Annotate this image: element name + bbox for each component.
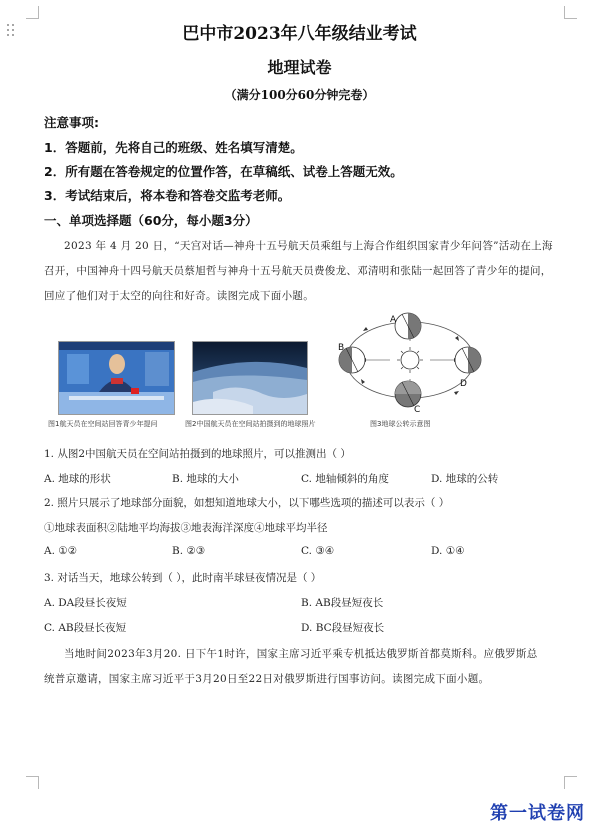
question-2-option-b: B. ②③ (172, 545, 206, 557)
site-watermark: 第一试卷网 (490, 803, 585, 824)
figure2-earth-photo (192, 341, 308, 415)
question-3-option-b: B. AB段昼短夜长 (301, 597, 384, 609)
question-3-option-c: C. AB段昼长夜短 (44, 622, 127, 634)
question-2-option-d: D. ①④ (431, 545, 465, 557)
question-1-option-b: B. 地球的大小 (172, 473, 239, 485)
question-1-stem: 1. 从图2中国航天员在空间站拍摄到的地球照片，可以推测出（ ） (44, 448, 351, 460)
passage-line: 统普京邀请，国家主席习近平于3月20日至22日对俄罗斯进行国事访问。读图完成下面小题。 (44, 673, 490, 685)
note-item: 2．所有题在答卷规定的位置作答，在草稿纸、试卷上答题无效。 (44, 164, 403, 179)
passage-line: 当地时间2023年3月20. 日下午1时许，国家主席习近平乘专机抵达俄罗斯首都莫斯科。应俄罗斯总 (64, 648, 538, 660)
passage-line: 2023 年 4 月 20 日，“天宫对话—神舟十五号航天员乘组与上海合作组织国家青少年问答”活动在上海 (64, 240, 553, 252)
question-1-option-a: A. 地球的形状 (44, 473, 111, 485)
question-1-option-c: C. 地轴倾斜的角度 (301, 473, 389, 485)
exam-title: 巴中市2023年八年级结业考试 (182, 24, 417, 44)
figure2-caption: 图2中国航天员在空间站拍摄到的地球照片 (185, 420, 316, 428)
figure3-orbit-diagram (330, 306, 490, 414)
question-3-stem: 3. 对话当天，地球公转到（ ），此时南半球昼夜情况是（ ） (44, 572, 322, 584)
corner-mark-top-right (564, 6, 577, 19)
score-time: （满分100分60分钟完卷） (224, 88, 375, 102)
figure1-caption: 图1航天员在空间站回答青少年提问 (48, 420, 158, 428)
orbit-label-a: A (390, 315, 397, 325)
question-2-option-c: C. ③④ (301, 545, 335, 557)
orbit-label-d: D (460, 379, 467, 389)
question-3-option-d: D. BC段昼短夜长 (301, 622, 385, 634)
orbit-label-b: B (338, 343, 345, 353)
question-1-option-d: D. 地球的公转 (431, 473, 499, 485)
question-2-stem: 2. 照片只展示了地球部分面貌，如想知道地球大小，以下哪些选项的描述可以表示（ ） (44, 497, 450, 509)
corner-mark-top-left (26, 6, 39, 19)
corner-mark-bottom-right (564, 776, 577, 789)
note-item: 1．答题前，先将自己的班级、姓名填写清楚。 (44, 140, 303, 155)
passage-line: 回应了他们对于太空的向往和好奇。读图完成下面小题。 (44, 290, 314, 302)
passage-line: 召开，中国神舟十四号航天员蔡旭哲与神舟十五号航天员费俊龙、邓清明和张陆一起回答了青少年的提问， (44, 265, 552, 277)
question-2-option-a: A. ①② (44, 545, 78, 557)
corner-mark-bottom-left (26, 776, 39, 789)
figure1-astronaut-photo (58, 341, 175, 415)
notes-heading: 注意事项: (44, 115, 99, 130)
note-item: 3．考试结束后，将本卷和答卷交监考老师。 (44, 188, 291, 203)
section-heading: 一、单项选择题（60分，每小题3分） (44, 213, 258, 228)
question-3-option-a: A. DA段昼长夜短 (44, 597, 127, 609)
question-2-choices: ①地球表面积②陆地平均海拔③地表海洋深度④地球平均半径 (44, 522, 328, 534)
exam-subject: 地理试卷 (267, 58, 332, 77)
figure3-caption: 图3地球公转示意图 (370, 420, 431, 428)
orbit-label-c: C (414, 405, 421, 414)
